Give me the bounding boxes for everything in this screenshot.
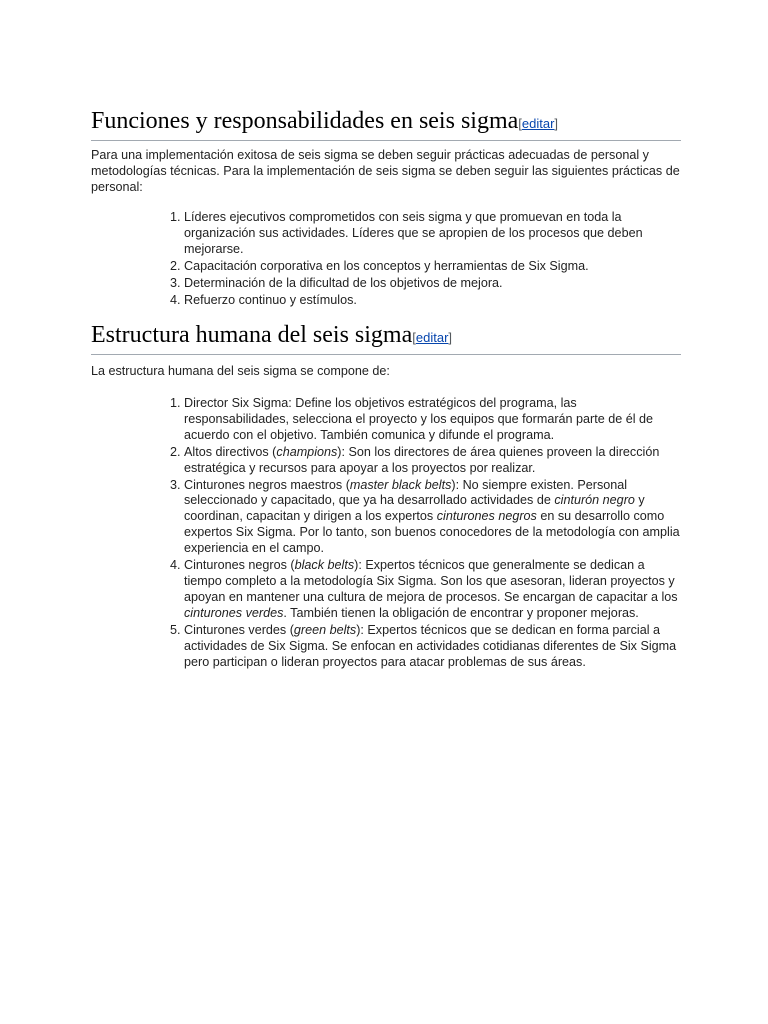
item-text: Director Six Sigma: Define los objetivos estratégicos del programa, las responsabilidades, selecciona el proyecto y los equipos que formarán parte de él de acuerdo con el objetivo. También comunica y difunde el programa.	[184, 396, 654, 442]
edit-bracket-close: ]	[448, 330, 453, 345]
item-term: master black belts	[349, 477, 452, 492]
item-term: cinturón negro	[554, 493, 635, 508]
item-term: green belts	[293, 622, 357, 637]
item-text: ): Expertos técnicos que se dedican en forma parcial a actividades de Six Sigma. Se enfocan en actividades cotidianas diferentes de Six Sigma pero participan o lideran proyectos para atacar problemas de sus áreas.	[184, 622, 677, 669]
item-text: ): No siempre existen. Personal seleccionado y capacitado, que ya ha desarrollado actividades de	[184, 477, 628, 508]
edit-bracket-open: [	[412, 330, 416, 345]
list-item: 2. Capacitación corporativa en los conceptos y herramientas de Six Sigma.	[184, 259, 681, 275]
heading-text: Estructura humana del seis sigma	[91, 322, 413, 348]
list-item-director	[184, 396, 681, 444]
item-term: black belts	[294, 558, 355, 573]
item-text: Altos directivos (	[184, 444, 277, 459]
list-item: 3. Determinación de la dificultad de los objetivos de mejora.	[184, 276, 681, 292]
practices-list	[91, 210, 681, 308]
item-text: ): Expertos técnicos que generalmente se dedican a tiempo completo a la metodología Six Sigma. Son los que asesoran, lideran proyectos y apoyan en mantener una cultura de mejora de procesos. Se encargan de capacitar a los	[184, 558, 678, 604]
item-text: Cinturones negros (	[184, 558, 295, 573]
item-text: en su desarrollo como expertos Six Sigma. Por lo tanto, son buenos conocedores de la metodología con amplia experiencia en el campo.	[184, 509, 680, 556]
item-text: Cinturones verdes (	[184, 622, 294, 637]
section-intro-paragraph: Para una implementación exitosa de seis sigma se deben seguir prácticas adecuadas de personal y metodologías técnicas. Para la implementación de seis sigma se deben seguir las siguientes prácticas de personal:	[91, 148, 680, 194]
list-item-black-belts	[184, 558, 681, 622]
heading-text: Funciones y responsabilidades en seis sigma	[91, 108, 519, 134]
section-estructura	[91, 320, 681, 671]
edit-link-funciones[interactable]: editar	[521, 116, 555, 131]
edit-link-estructura[interactable]: editar	[415, 330, 449, 345]
item-term: champions	[276, 444, 338, 459]
list-item: 1. Líderes ejecutivos comprometidos con seis sigma y que promuevan en toda la organización sus actividades. Líderes que se apropien de los procesos que deben mejorarse.	[184, 210, 681, 258]
list-item-champions	[184, 445, 681, 477]
item-term: cinturones negros	[436, 509, 537, 524]
edit-bracket-close: ]	[554, 116, 559, 131]
edit-section-link-wrapper	[518, 116, 558, 131]
section-funciones	[91, 106, 681, 309]
section-intro-paragraph: La estructura humana del seis sigma se compone de:	[91, 364, 390, 378]
item-term: cinturones verdes	[184, 605, 284, 620]
edit-section-link-wrapper	[412, 330, 452, 345]
list-item-master-black-belts	[184, 478, 681, 558]
edit-bracket-open: [	[518, 116, 522, 131]
item-text: y coordinan, capacitan y dirigen a los expertos	[184, 493, 645, 524]
item-text: ): Son los directores de área quienes proveen la dirección estratégica y recursos para apoyar a los proyectos por realizar.	[184, 444, 660, 475]
list-item-green-belts	[184, 623, 681, 671]
roles-list	[91, 396, 681, 670]
section-heading-funciones	[91, 106, 681, 141]
item-text: . También tienen la obligación de encontrar y proponer mejoras.	[283, 605, 639, 620]
list-item: 4. Refuerzo continuo y estímulos.	[184, 293, 681, 309]
section-heading-estructura	[91, 320, 681, 355]
item-text: Cinturones negros maestros (	[184, 477, 350, 492]
